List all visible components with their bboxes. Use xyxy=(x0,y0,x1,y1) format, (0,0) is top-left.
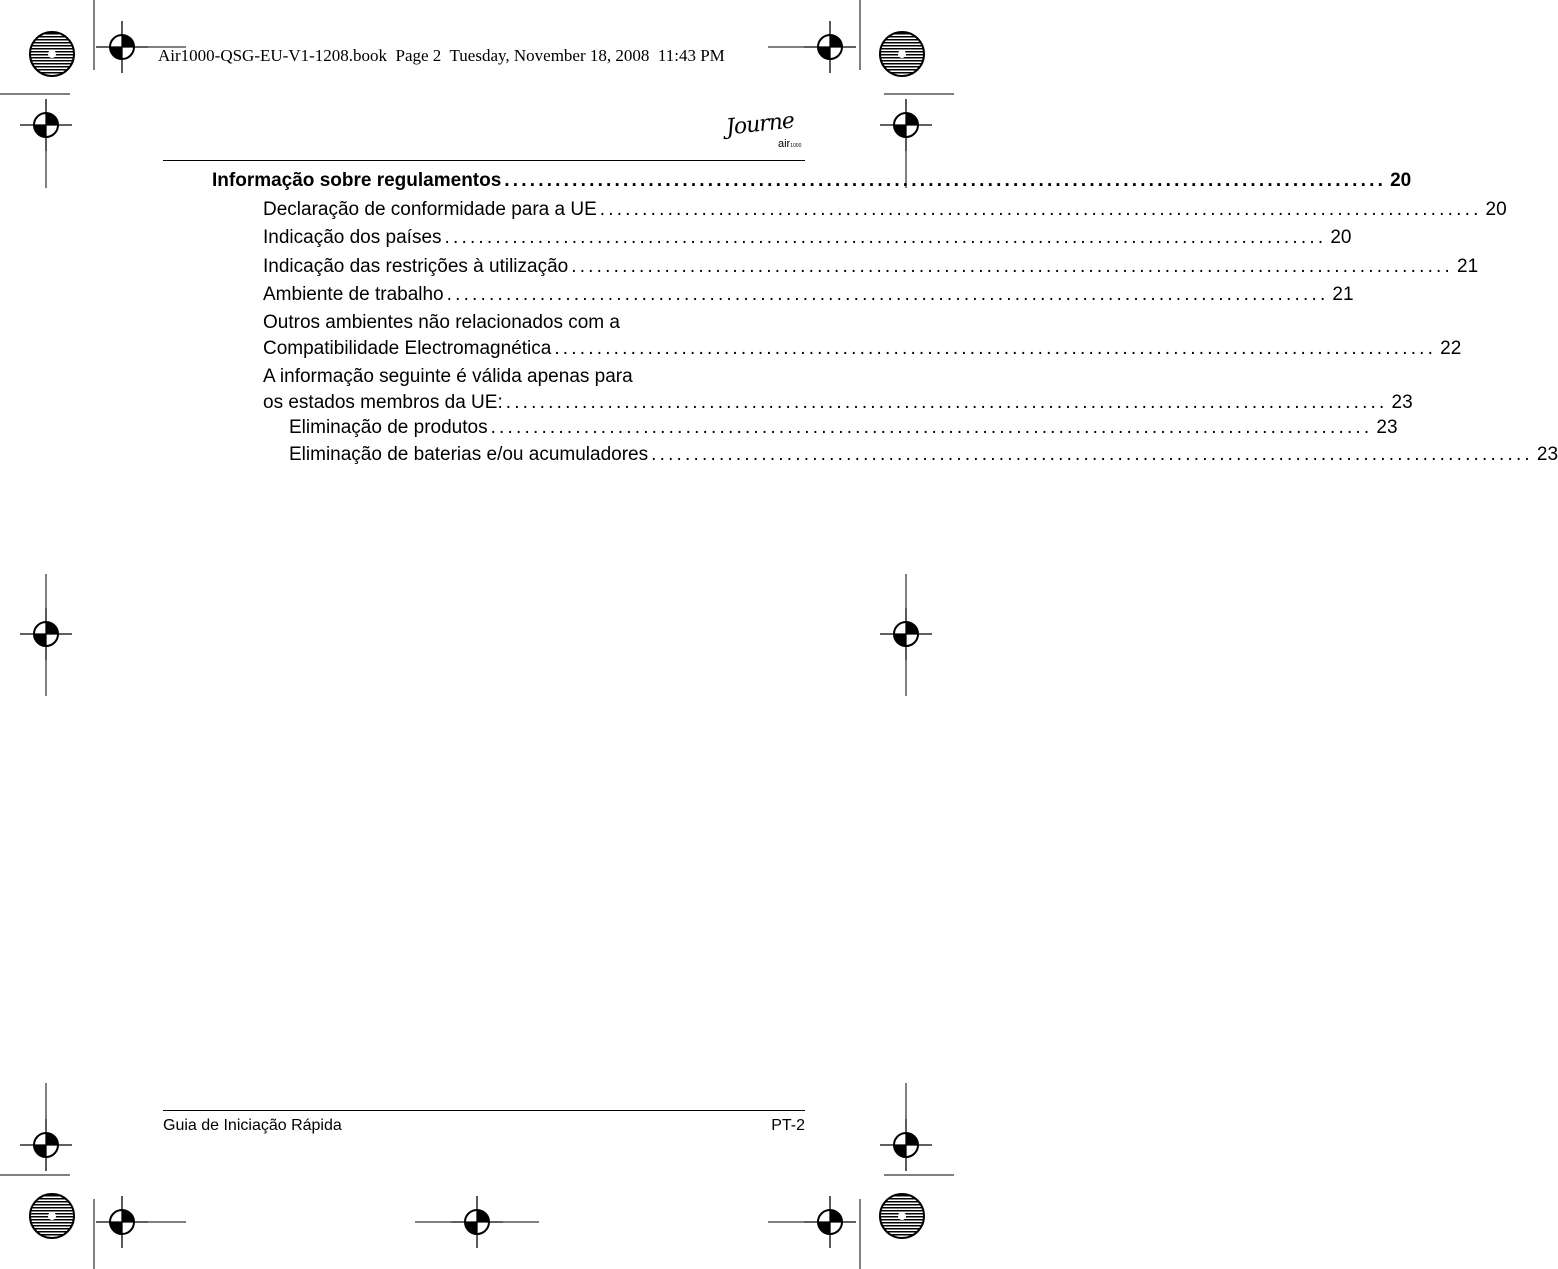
logo-script: Journe xyxy=(724,108,796,141)
toc-entry[interactable] xyxy=(263,199,1507,221)
registration-mark-icon xyxy=(96,1196,148,1248)
dot-leader: ........................................................................................................ xyxy=(490,417,1373,438)
registration-mark-icon xyxy=(804,1196,856,1248)
footer-page-number: PT-2 xyxy=(771,1117,805,1134)
toc-entry-label-line1: Outros ambientes não relacionados com a xyxy=(263,312,620,333)
star-target-icon xyxy=(30,1194,74,1238)
toc-entry-page: 20 xyxy=(1330,227,1352,248)
registration-mark-icon xyxy=(20,1119,72,1171)
header-rule xyxy=(163,160,805,161)
toc-entry-label: Indicação das restrições à utilização xyxy=(263,256,569,277)
toc-entry-page: 21 xyxy=(1457,256,1479,277)
toc-entry-label: Compatibilidade Electromagnética xyxy=(263,338,552,359)
toc-entry-page: 21 xyxy=(1332,284,1354,305)
registration-mark-icon xyxy=(20,99,72,151)
toc-entry-page: 20 xyxy=(1390,170,1412,191)
toc-entry-page: 22 xyxy=(1440,338,1462,359)
star-target-icon xyxy=(880,1194,924,1238)
registration-mark-icon xyxy=(880,1119,932,1171)
toc-entry-page: 20 xyxy=(1485,199,1507,220)
registration-mark-icon xyxy=(96,21,148,73)
star-target-icon xyxy=(880,32,924,76)
toc-entry-page: 23 xyxy=(1536,444,1558,465)
toc-entry[interactable] xyxy=(263,227,1352,249)
dot-leader: ........................................................................................................ xyxy=(651,444,1533,465)
star-target-icon xyxy=(30,32,74,76)
toc-entry-label-line1: A informação seguinte é válida apenas para xyxy=(263,366,633,387)
toc-entry[interactable] xyxy=(289,417,1398,439)
registration-mark-icon xyxy=(451,1196,503,1248)
logo-air-text: air xyxy=(778,138,791,150)
logo-air xyxy=(778,138,801,150)
dot-leader: ........................................................................................................ xyxy=(505,392,1388,413)
toc-entry-label: Declaração de conformidade para a UE xyxy=(263,199,597,220)
logo-air-model: 1000 xyxy=(790,143,802,149)
dot-leader: ........................................................................................................ xyxy=(444,227,1327,248)
registration-mark-icon xyxy=(20,608,72,660)
dot-leader: ........................................................................................................ xyxy=(599,199,1482,220)
footer-title: Guia de Iniciação Rápida xyxy=(163,1117,342,1134)
toc-entry-label: os estados membros da UE: xyxy=(263,392,503,413)
dot-leader: ........................................................................................................ xyxy=(446,284,1329,305)
toc-entry-label: Ambiente de trabalho xyxy=(263,284,444,305)
toc-entry[interactable] xyxy=(263,256,1479,278)
registration-mark-icon xyxy=(880,99,932,151)
registration-mark-icon xyxy=(880,608,932,660)
print-slug: Air1000-QSG-EU-V1-1208.book Page 2 Tuesday, November 18, 2008 11:43 PM xyxy=(158,46,725,65)
footer-rule xyxy=(163,1110,805,1111)
toc-entry[interactable] xyxy=(263,338,1462,360)
toc-entry-page: 23 xyxy=(1391,392,1413,413)
dot-leader: ........................................................................................................ xyxy=(571,256,1454,277)
toc-entry-page: 23 xyxy=(1376,417,1398,438)
journe-logo xyxy=(722,108,808,160)
toc-entry[interactable] xyxy=(212,170,1412,192)
toc-entry[interactable] xyxy=(263,284,1354,306)
toc-entry-label: Informação sobre regulamentos xyxy=(212,170,502,191)
dot-leader: ........................................................................................................ xyxy=(504,170,1387,191)
registration-mark-icon xyxy=(804,21,856,73)
dot-leader: ........................................................................................................ xyxy=(554,338,1437,359)
toc-entry-label: Eliminação de produtos xyxy=(289,417,488,438)
toc-entry[interactable] xyxy=(289,444,1558,466)
toc-entry-label: Eliminação de baterias e/ou acumuladores xyxy=(289,444,649,465)
toc-entry[interactable] xyxy=(263,392,1413,414)
toc-entry-label: Indicação dos países xyxy=(263,227,442,248)
